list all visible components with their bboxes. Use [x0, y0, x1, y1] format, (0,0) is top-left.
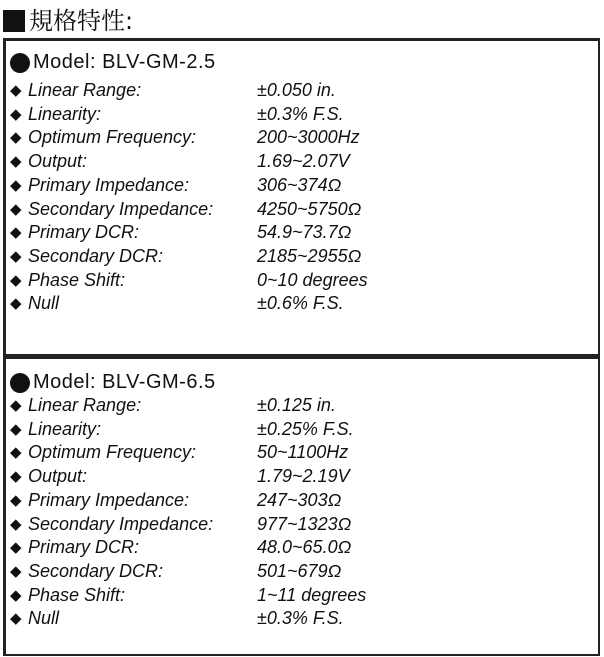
diamond-bullet-icon: ◆	[10, 420, 22, 438]
diamond-bullet-icon: ◆	[10, 82, 22, 99]
spec-value: 50~1100Hz	[257, 442, 349, 463]
model-heading	[10, 51, 216, 74]
spec-label: Primary DCR:	[28, 222, 139, 243]
model-name: Model: BLV-GM-6.5	[33, 371, 216, 393]
spec-value: ±0.125 in.	[257, 395, 336, 415]
spec-row	[10, 174, 598, 197]
diamond-bullet-icon: ◆	[10, 491, 22, 509]
diamond-bullet-icon: ◆	[10, 153, 22, 171]
spec-value: ±0.3% F.S.	[257, 103, 344, 124]
spec-value: 4250~5750Ω	[257, 198, 362, 219]
spec-label: Null	[28, 608, 60, 629]
square-bullet-icon	[3, 10, 25, 32]
spec-row	[10, 269, 598, 292]
spec-label: Null	[28, 293, 60, 314]
model-block	[6, 41, 598, 357]
spec-row	[10, 513, 598, 536]
spec-row	[10, 394, 598, 417]
spec-row	[10, 489, 598, 512]
spec-value: ±0.050 in.	[257, 80, 336, 100]
spec-value: 501~679Ω	[257, 560, 342, 581]
spec-row	[10, 441, 598, 464]
spec-label: Secondary Impedance:	[28, 513, 214, 534]
diamond-bullet-icon: ◆	[10, 295, 22, 313]
spec-label: Secondary DCR:	[28, 245, 164, 266]
spec-value: ±0.6% F.S.	[257, 293, 344, 314]
spec-value: 306~374Ω	[257, 174, 342, 195]
diamond-bullet-icon: ◆	[10, 129, 22, 147]
spec-value: ±0.3% F.S.	[257, 608, 344, 629]
diamond-bullet-icon: ◆	[10, 105, 22, 123]
diamond-bullet-icon: ◆	[10, 468, 22, 486]
spec-row	[10, 221, 598, 244]
spec-value: 1.69~2.07V	[257, 151, 350, 172]
spec-row	[10, 292, 598, 315]
spec-value: 0~10 degrees	[257, 269, 368, 290]
spec-value: 54.9~73.7Ω	[257, 222, 352, 243]
spec-row	[10, 245, 598, 268]
diamond-bullet-icon: ◆	[10, 200, 22, 218]
spec-label: Output:	[28, 466, 88, 487]
circle-bullet-icon	[10, 373, 30, 393]
diamond-bullet-icon: ◆	[10, 271, 22, 289]
spec-row	[10, 126, 598, 149]
diamond-bullet-icon: ◆	[10, 397, 22, 414]
spec-label: Linear Range:	[28, 395, 142, 415]
section-header	[3, 4, 133, 38]
spec-label: Linearity:	[28, 103, 102, 124]
spec-row	[10, 150, 598, 173]
diamond-bullet-icon: ◆	[10, 515, 22, 533]
diamond-bullet-icon: ◆	[10, 610, 22, 628]
spec-label: Linear Range:	[28, 80, 142, 100]
diamond-bullet-icon: ◆	[10, 539, 22, 557]
spec-value: 48.0~65.0Ω	[257, 537, 352, 558]
diamond-bullet-icon: ◆	[10, 224, 22, 242]
spec-label: Output:	[28, 151, 88, 172]
spec-label: Secondary Impedance:	[28, 198, 214, 219]
model-name: Model: BLV-GM-2.5	[33, 51, 216, 73]
spec-sheet	[3, 38, 600, 656]
spec-label: Linearity:	[28, 418, 102, 439]
spec-value: 200~3000Hz	[257, 127, 360, 148]
diamond-bullet-icon: ◆	[10, 444, 22, 462]
spec-label: Primary Impedance:	[28, 489, 190, 510]
diamond-bullet-icon: ◆	[10, 586, 22, 604]
spec-label: Primary DCR:	[28, 537, 139, 558]
spec-row	[10, 198, 598, 221]
spec-row	[10, 418, 598, 441]
spec-value: 2185~2955Ω	[257, 245, 362, 266]
spec-row	[10, 584, 598, 607]
diamond-bullet-icon: ◆	[10, 562, 22, 580]
spec-label: Optimum Frequency:	[28, 442, 197, 463]
spec-value: 1~11 degrees	[257, 584, 367, 605]
diamond-bullet-icon: ◆	[10, 247, 22, 265]
circle-bullet-icon	[10, 53, 30, 73]
spec-value: ±0.25% F.S.	[257, 418, 354, 439]
spec-label: Secondary DCR:	[28, 560, 164, 581]
spec-row	[10, 465, 598, 488]
spec-row	[10, 79, 598, 102]
diamond-bullet-icon: ◆	[10, 176, 22, 194]
spec-label: Primary Impedance:	[28, 174, 190, 195]
spec-row	[10, 103, 598, 126]
section-title: 規格特性:	[29, 7, 134, 35]
model-block	[6, 357, 598, 657]
spec-row	[10, 536, 598, 559]
spec-value: 977~1323Ω	[257, 513, 352, 534]
spec-row	[10, 560, 598, 583]
model-heading	[10, 371, 216, 394]
spec-label: Phase Shift:	[28, 269, 126, 290]
spec-label: Optimum Frequency:	[28, 127, 197, 148]
spec-label: Phase Shift:	[28, 584, 126, 605]
spec-value: 247~303Ω	[257, 489, 342, 510]
spec-row	[10, 607, 598, 630]
spec-value: 1.79~2.19V	[257, 466, 350, 487]
